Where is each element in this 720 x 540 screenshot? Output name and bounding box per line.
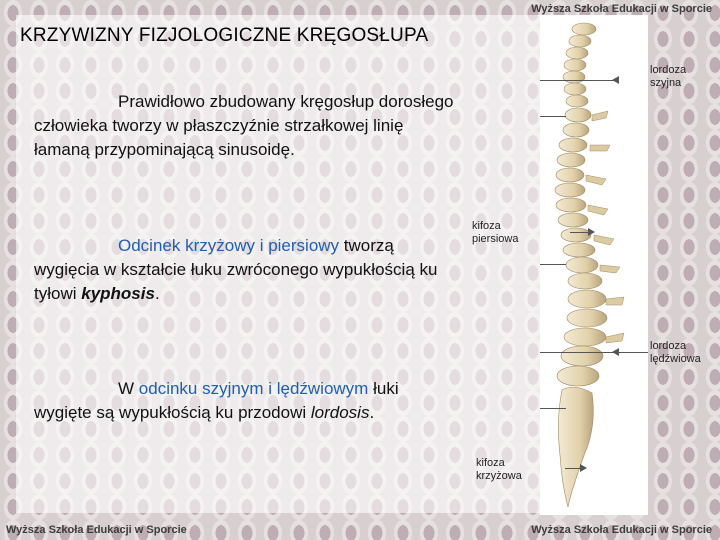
lordosis-term: lordosis bbox=[310, 403, 370, 422]
label-lordoza-szyjna: lordoza szyjna bbox=[650, 64, 687, 89]
leader-line-lordoza-szyjna bbox=[540, 80, 618, 81]
kyphosis-term: kyphosis bbox=[81, 284, 155, 303]
paragraph-lordosis bbox=[34, 377, 454, 425]
header-institution: Wyższa Szkoła Edukacji w Sporcie bbox=[531, 3, 712, 15]
label-kifoza-krzyzowa: kifoza krzyżowa bbox=[476, 457, 522, 482]
lordosis-highlight: odcinku szyjnym i lędźwiowym bbox=[138, 379, 369, 398]
kyphosis-highlight: Odcinek krzyżowy i piersiowy bbox=[118, 236, 340, 255]
paragraph-kyphosis bbox=[34, 234, 454, 306]
paragraph-intro-text: Prawidłowo zbudowany kręgosłup dorosłego człowieka tworzy w płaszczyźnie strzałkowej linię łamaną przypominającą sinusoidę. bbox=[34, 92, 454, 159]
arrow-kifoza-krzyzowa bbox=[580, 464, 587, 472]
spinous-processes bbox=[586, 111, 624, 343]
lordosis-end: . bbox=[369, 403, 375, 422]
page-title: KRZYWIZNY FIZJOLOGICZNE KRĘGOSŁUPA bbox=[20, 25, 429, 46]
lordosis-text: łuki wygięte są wypukłością ku przodowi bbox=[34, 379, 399, 422]
lordosis-lead: W bbox=[118, 379, 135, 398]
label-lordoza-ledzwiowa: lordoza lędźwiowa bbox=[650, 340, 701, 365]
paragraph-intro bbox=[34, 90, 454, 162]
arrow-kifoza-piersiowa bbox=[588, 228, 595, 236]
sacrum-coccyx bbox=[558, 387, 593, 507]
footer-banner bbox=[0, 521, 720, 539]
vertebrae-lumbar bbox=[557, 290, 607, 386]
leader-line-lordoza-ledzwiowa bbox=[540, 352, 648, 353]
segment-divider bbox=[540, 264, 566, 265]
arrow-lordoza-ledzwiowa bbox=[612, 348, 619, 356]
label-kifoza-piersiowa: kifoza piersiowa bbox=[472, 220, 519, 245]
footer-institution-left: Wyższa Szkoła Edukacji w Sporcie bbox=[6, 524, 187, 536]
vertebrae-cervical bbox=[563, 23, 596, 107]
footer-institution-right: Wyższa Szkoła Edukacji w Sporcie bbox=[531, 524, 712, 536]
arrow-lordoza-szyjna bbox=[612, 76, 619, 84]
kyphosis-text: tworzą wygięcia w kształcie łuku zwróconego wypukłością ku tyłowi bbox=[34, 236, 438, 303]
segment-divider bbox=[540, 116, 566, 117]
vertebrae-thoracic bbox=[555, 108, 602, 289]
kyphosis-end: . bbox=[154, 284, 160, 303]
spine-illustration bbox=[540, 15, 648, 515]
segment-divider bbox=[540, 408, 566, 409]
